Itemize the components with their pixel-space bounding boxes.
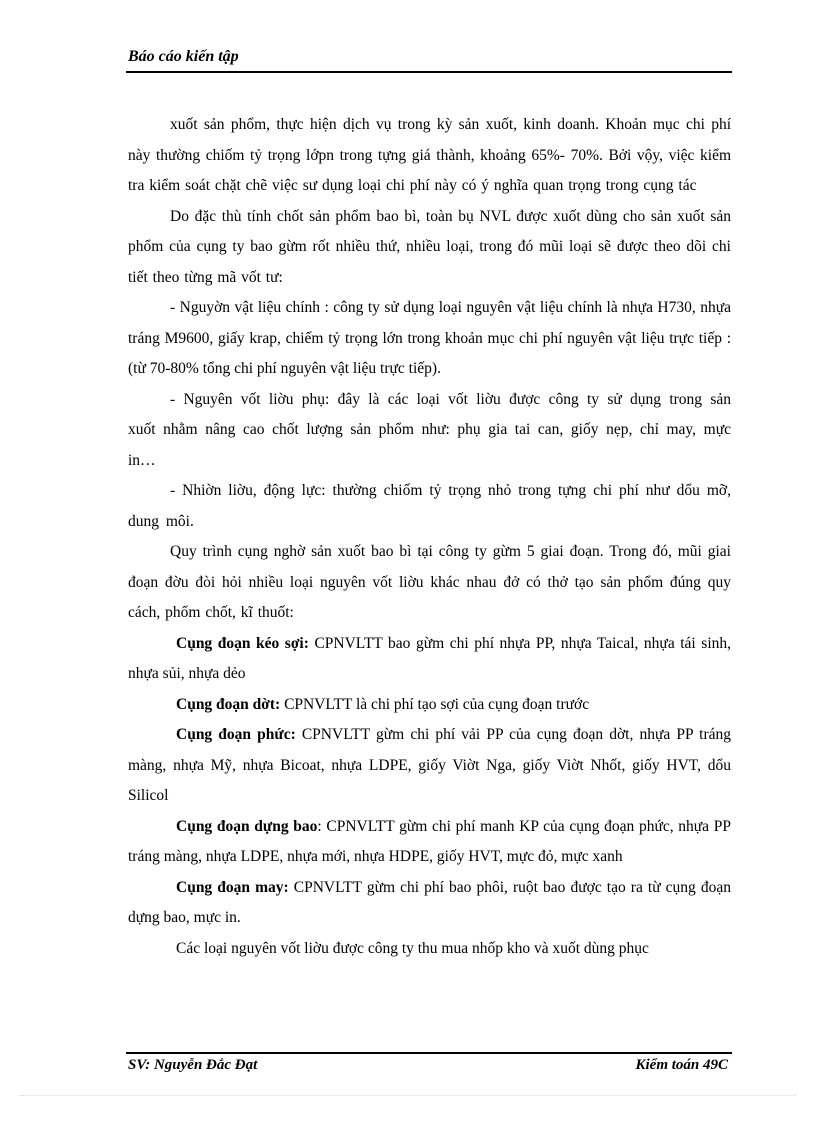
page-edge xyxy=(20,1095,796,1096)
paragraph-main-materials: - Nguyờn vật liệu chính : công ty sử dụng loại nguyên vật liệu chính là nhựa H730, nhựa tráng M9600, giấy krap, chiếm tỷ trọng lớn trong khoản mục chi phí nguyên vật liệu trực tiếp : (từ 70-80% tổng chi phí nguyên vật liệu trực tiếp). xyxy=(128,299,731,377)
footer-class: Kiểm toán 49C xyxy=(635,1057,728,1073)
stage-bag-forming xyxy=(128,812,731,873)
page-header-title: Báo cáo kiến tập xyxy=(128,48,239,65)
paragraph-process: Quy trình cụng nghờ sản xuốt bao bì tại công ty gừm 5 giai đoạn. Trong đó, mũi giai đoạn đờu đòi hỏi nhiều loại nguyên vốt liờu khác nhau đở có thở tạo sản phổm đúng quy cách, phổm chốt, kĩ thuốt: xyxy=(128,543,731,621)
paragraph-closing: Các loại nguyên vốt liờu được công ty thu mua nhốp kho và xuốt dùng phục xyxy=(176,939,649,957)
stage-text: : CPNVLTT gừm chi phí manh KP của cụng đoạn phức, nhựa PP tráng màng, nhựa LDPE, nhựa mới, nhựa HDPE, giốy HVT, mực đỏ, mực xanh xyxy=(128,817,731,865)
stage-title: Cụng đoạn phức: xyxy=(176,726,296,743)
footer-divider xyxy=(126,1052,732,1054)
stage-text: CPNVLTT gừm chi phí bao phôi, ruột bao được tạo ra từ cụng đoạn dựng bao, mực in. xyxy=(128,878,732,926)
paragraph-materials-intro: Do đặc thù tính chốt sản phổm bao bì, toàn bụ NVL được xuốt dùng cho sản xuốt sản phổm của cụng ty bao gừm rốt nhiều thứ, nhiều loại, trong đó mũi loại sẽ được theo dõi chi tiết theo từng mã vốt tư: xyxy=(128,207,731,286)
paragraph-fuel: - Nhiờn liờu, động lực: thường chiốm tỷ trọng nhỏ trong tựng chi phí như dổu mỡ, dung môi. xyxy=(128,482,731,530)
stage-title: Cụng đoạn dựng bao xyxy=(176,817,318,835)
footer-author: SV: Nguyễn Đắc Đạt xyxy=(128,1057,258,1073)
stage-spinning xyxy=(128,629,731,690)
paragraph-auxiliary-materials: - Nguyên vốt liờu phụ: đây là các loại vốt liờu được công ty sử dụng trong sản xuốt nhằm nâng cao chốt lượng sản phổm như: phụ gia tai can, giốy nẹp, chỉ may, mực in… xyxy=(128,390,731,469)
stage-title: Cụng đoạn may: xyxy=(176,878,289,896)
document-body xyxy=(128,110,731,964)
stage-text: CPNVLTT gừm chi phí vải PP của cụng đoạn dờt, nhựa PP tráng màng, nhựa Mỹ, nhựa Bicoat, nhựa LDPE, giốy Viờt Nga, giốy Viờt Nhốt, giốy HVT, dổu Silicol xyxy=(128,726,731,804)
stage-title: Cụng đoạn dờt: xyxy=(176,695,281,713)
paragraph-cost-share: xuốt sản phổm, thực hiện dịch vụ trong kỳ sản xuốt, kinh doanh. Khoản mục chi phí này thường chiốm tỷ trọng lớpn trong tựng giá thành, khoảng 65%- 70%. Bởi vộy, việc kiểm tra kiểm soát chặt chẽ việc sư dụng loại chi phí này có ý nghĩa quan trọng trong cụng tác xyxy=(128,116,731,194)
stage-weaving xyxy=(128,690,731,721)
header-divider xyxy=(126,71,732,73)
stage-sewing xyxy=(128,873,731,934)
stage-text: CPNVLTT bao gừm chi phí nhựa PP, nhựa Taical, nhựa tái sinh, nhựa sủi, nhựa dẻo xyxy=(128,634,731,682)
stage-laminating xyxy=(128,720,731,812)
stage-title: Cụng đoạn kéo sợi: xyxy=(176,634,309,652)
stage-text: CPNVLTT là chi phí tạo sợi của cụng đoạn trước xyxy=(280,695,590,713)
